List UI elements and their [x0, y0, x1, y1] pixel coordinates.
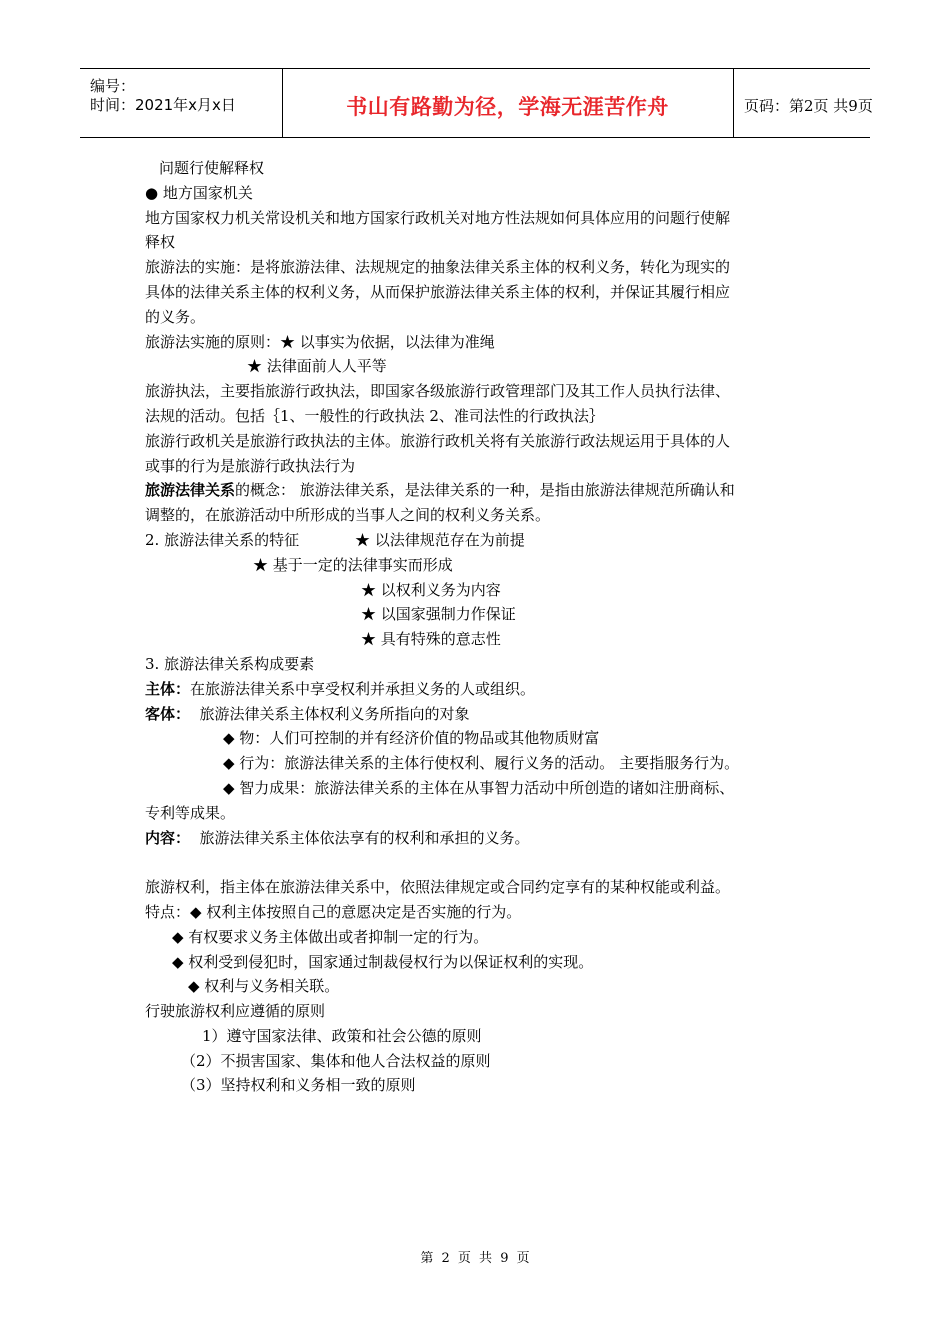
page-footer: 第 2 页 共 9 页 — [420, 1251, 530, 1266]
text-line: 旅游法实施的原则：★ 以事实为依据，以法律为准绳 — [145, 332, 495, 351]
feature-heading: 2. 旅游法律关系的特征 — [145, 530, 300, 549]
principle-item: （3）坚持权利和义务相一致的原则 — [181, 1076, 416, 1095]
text-line: 的义务。 — [145, 307, 206, 326]
feature-item: ★ 具有特殊的意志性 — [361, 630, 501, 649]
content-text: 旅游法律关系主体依法享有的权利和承担的义务。 — [190, 828, 530, 847]
feature-item: ★ 以权利义务为内容 — [361, 580, 501, 599]
text-line: 或事的行为是旅游行政执法行为 — [145, 456, 356, 475]
text-line: 地方国家权力机关常设机关和地方国家行政机关对地方性法规如何具体应用的问题行使解 — [145, 208, 731, 227]
subject-text: 在旅游法律关系中享受权利并承担义务的人或组织。 — [190, 679, 536, 698]
object-item: ◆ 智力成果：旅游法律关系的主体在从事智力活动中所创造的诸如注册商标、 — [223, 778, 735, 797]
text-line — [145, 528, 825, 553]
text-line — [145, 702, 825, 727]
text-line: 调整的，在旅游活动中所形成的当事人之间的权利义务关系。 — [145, 506, 551, 525]
text-line: 旅游行政机关是旅游行政执法的主体。旅游行政机关将有关旅游行政法规运用于具体的人 — [145, 431, 731, 450]
text-line: 专利等成果。 — [145, 803, 236, 822]
text-line: 旅游法的实施：是将旅游法律、法规规定的抽象法律关系主体的权利义务，转化为现实的 — [145, 258, 731, 277]
trait-item: ◆ 权利受到侵犯时，国家通过制裁侵权行为以保证权利的实现。 — [172, 952, 594, 971]
header-page-info: 页码：第2页 共9页 — [744, 97, 873, 115]
header-motto: 书山有路勤为径，学海无涯苦作舟 — [346, 95, 669, 119]
trait-item: ◆ 权利与义务相关联。 — [188, 977, 340, 996]
content-label: 内容： — [145, 828, 191, 847]
trait-item: ◆ 有权要求义务主体做出或者抑制一定的行为。 — [172, 927, 489, 946]
text-line: 问题行使解释权 — [159, 159, 265, 177]
text-line — [145, 677, 825, 702]
page-header — [80, 68, 873, 138]
text-line: ● 地方国家机关 — [145, 183, 253, 202]
text-line: 3. 旅游法律关系构成要素 — [145, 654, 315, 673]
text-line: 旅游执法，主要指旅游行政执法，即国家各级旅游行政管理部门及其工作人员执行法律、 — [145, 382, 731, 401]
object-text: 旅游法律关系主体权利义务所指向的对象 — [190, 704, 470, 723]
principle-item: （2）不损害国家、集体和他人合法权益的原则 — [181, 1051, 491, 1070]
feature-item: ★ 基于一定的法律事实而形成 — [253, 555, 453, 574]
text-line: 释权 — [145, 233, 176, 252]
document-body — [145, 156, 825, 1098]
header-motto-cell — [282, 69, 734, 137]
legal-relation-term: 旅游法律关系 — [145, 481, 236, 500]
legal-relation-definition: 的概念： 旅游法律关系，是法律关系的一种，是指由旅游法律规范所确认和 — [235, 481, 735, 500]
text-line: ★ 法律面前人人平等 — [247, 357, 387, 376]
blank-line — [145, 850, 825, 875]
header-meta — [80, 69, 283, 137]
principle-item: 1）遵守国家法律、政策和社会公德的原则 — [202, 1026, 482, 1045]
object-item: ◆ 物：人们可控制的并有经济价值的物品或其他物质财富 — [223, 729, 600, 748]
text-line: 旅游权利，指主体在旅游法律关系中，依照法律规定或合同约定享有的某种权能或利益。 — [145, 878, 731, 897]
text-line — [145, 826, 825, 851]
text-line: 行驶旅游权利应遵循的原则 — [145, 1002, 326, 1021]
date-label: 时间：2021年x月x日 — [90, 96, 236, 114]
subject-label: 主体： — [145, 679, 191, 698]
object-item: ◆ 行为：旅游法律关系的主体行使权利、履行义务的活动。 主要指服务行为。 — [223, 754, 740, 773]
feature-item: ★ 以国家强制力作保证 — [361, 605, 516, 624]
text-line — [145, 478, 825, 503]
serial-label: 编号： — [90, 77, 136, 95]
text-line: 特点：◆ 权利主体按照自己的意愿决定是否实施的行为。 — [145, 902, 522, 921]
text-line: 具体的法律关系主体的权利义务，从而保护旅游法律关系主体的权利，并保证其履行相应 — [145, 282, 731, 301]
feature-item: ★ 以法律规范存在为前提 — [355, 530, 525, 549]
object-label: 客体： — [145, 704, 191, 723]
text-line: 法规的活动。包括｛1、一般性的行政执法 2、准司法性的行政执法｝ — [145, 406, 604, 425]
header-page-cell — [734, 69, 873, 137]
